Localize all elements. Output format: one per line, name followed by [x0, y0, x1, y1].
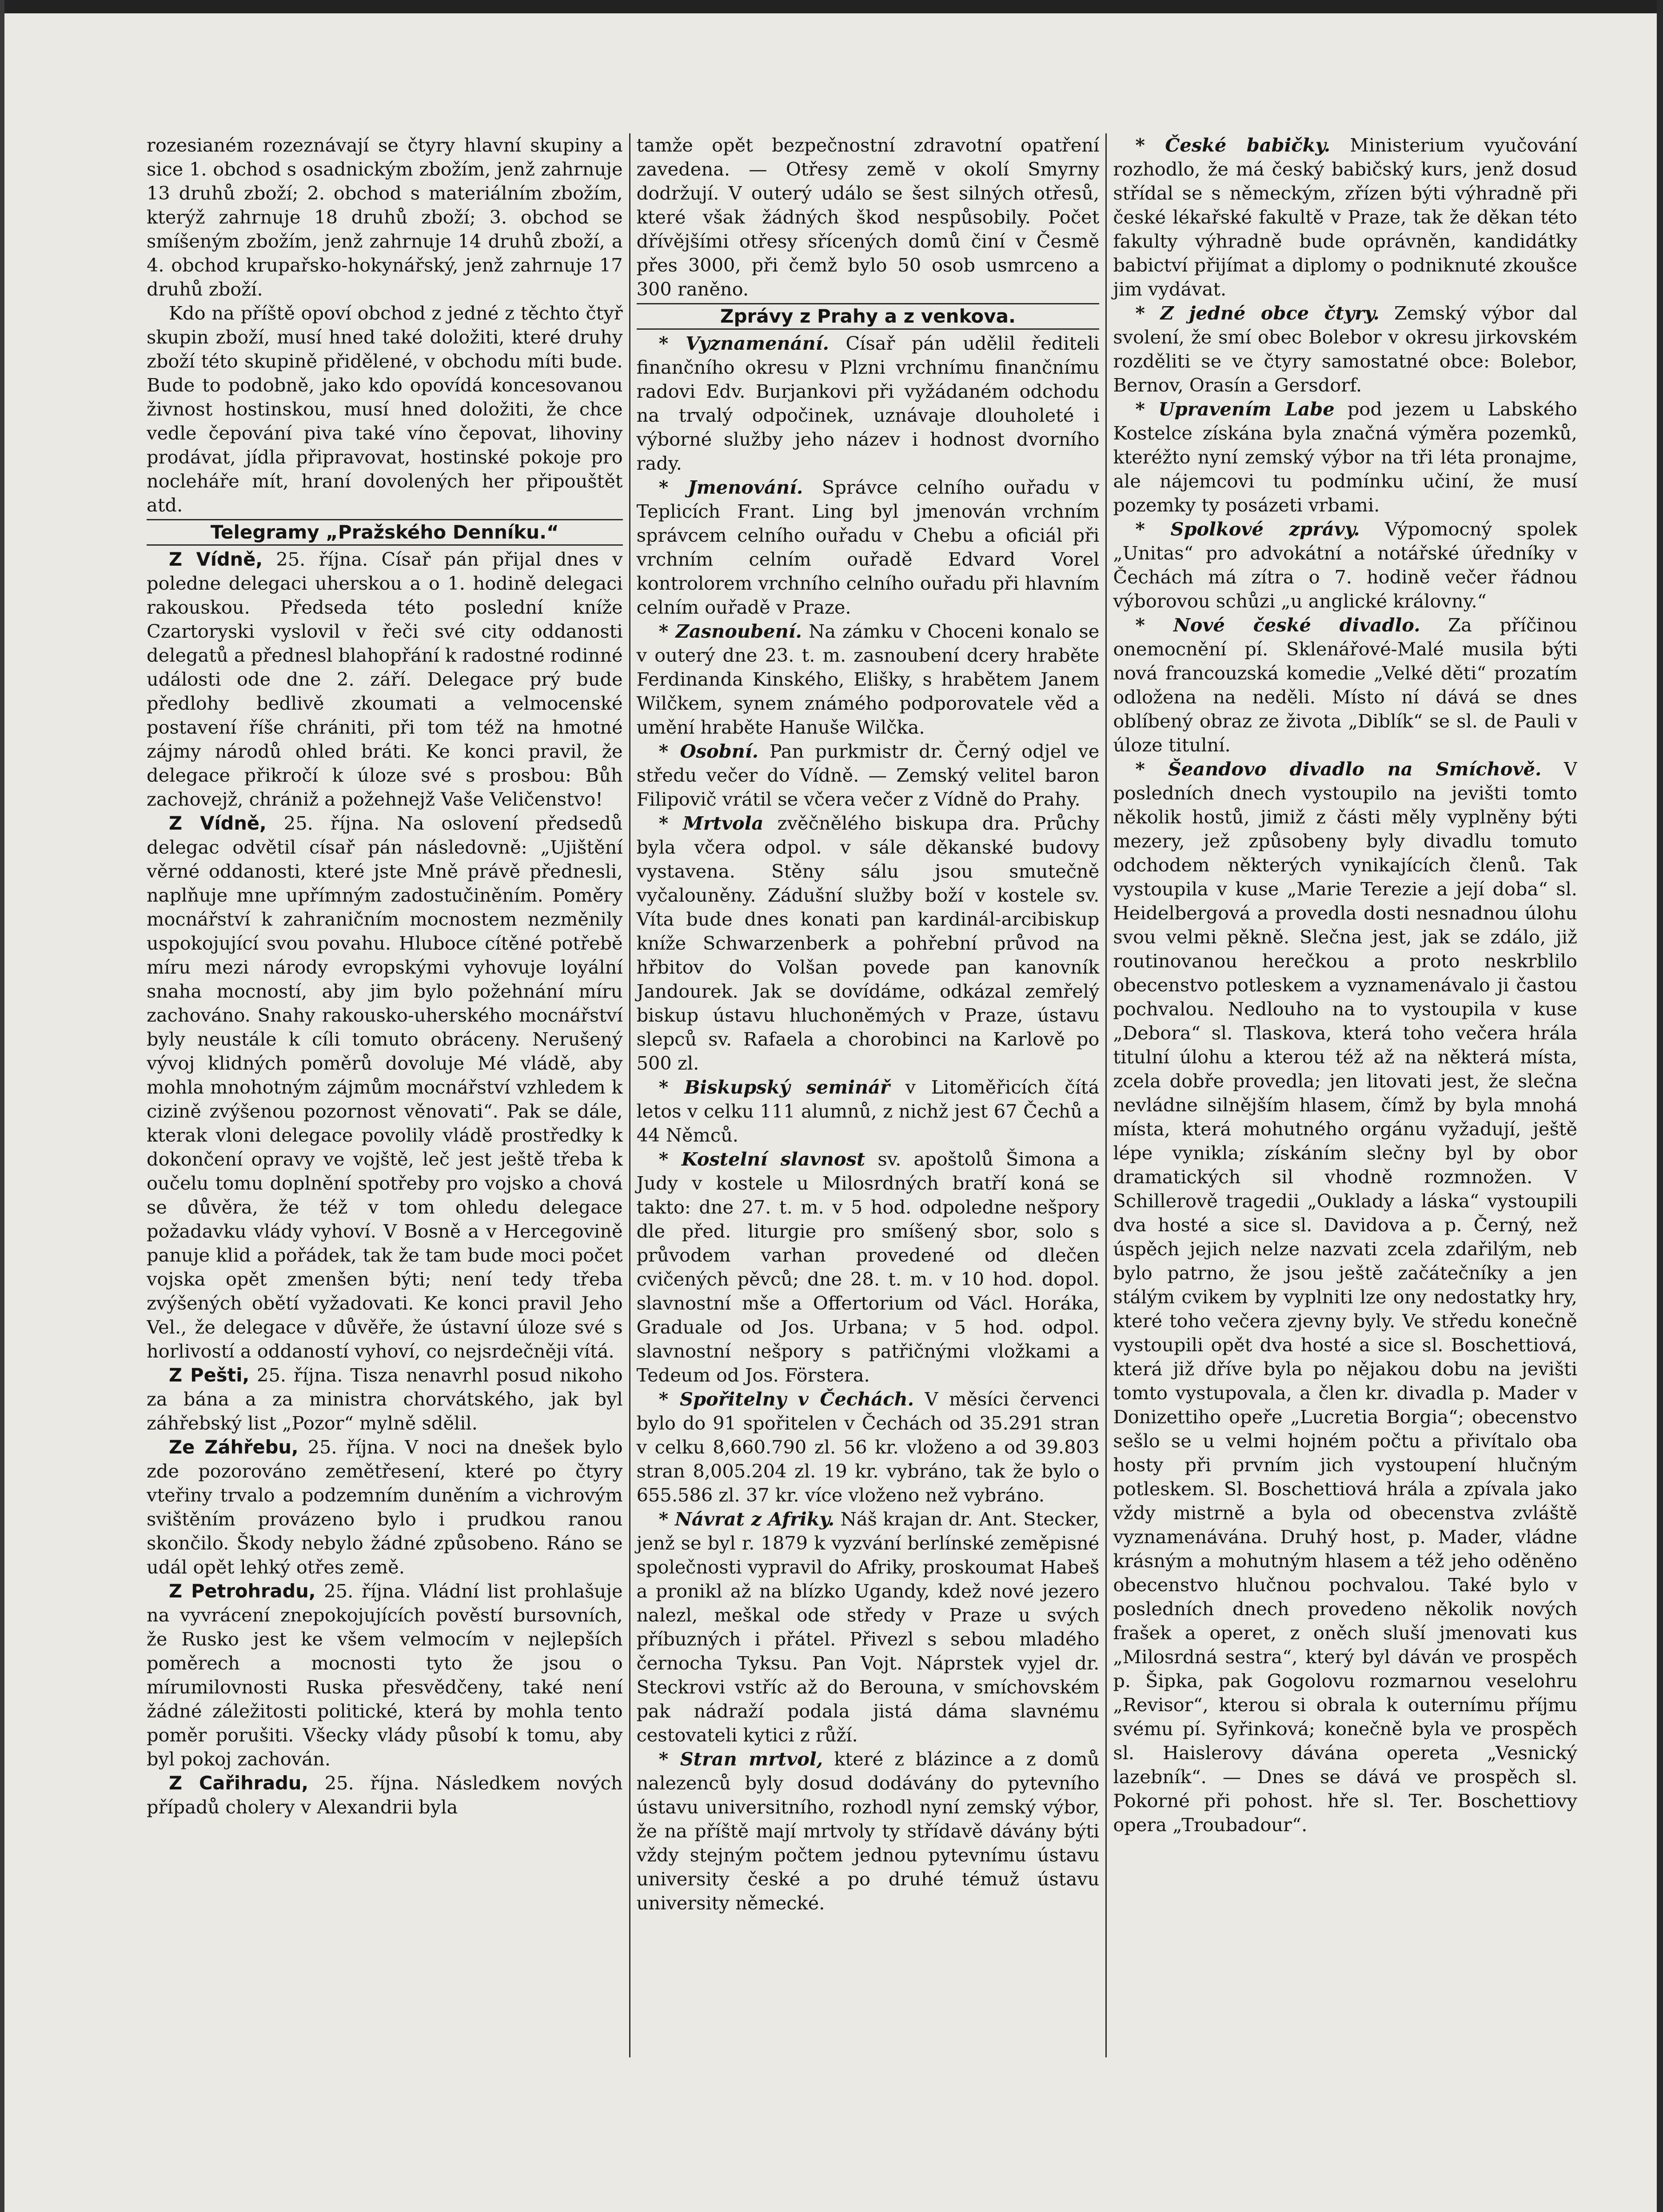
paragraph-text: 25. října. Vládní list prohlašuje na vyvrácení znepokojujících pověstí bursovních, že Rusko jest ke všem velmocím v nejlepších poměrech a mocnosti tyto že jsou o mírumilovnosti Ruska přesvědčeny, také není žádné záležitosti politické, která by mohla tento poměr porušiti. Všecky vlády působí k tomu, aby byl pokoj zachován.	[147, 1580, 623, 1770]
paragraph-text: V měsíci červenci bylo do 91 spořitelen v Čechách od 35.291 stran v celku 8,660.790 zl. 56 kr. vloženo a od 39.803 stran 8,005.204 zl. 19 kr. vybráno, tak že bylo o 655.586 zl. 37 kr. více vloženo než vybráno.	[636, 1388, 1100, 1506]
article-paragraph	[637, 1147, 1100, 1387]
article-paragraph	[147, 301, 623, 517]
article-paragraph	[1113, 133, 1577, 301]
paragraph-lead: * Spolkové zprávy.	[1135, 518, 1360, 540]
article-paragraph	[1113, 757, 1577, 1837]
article-paragraph	[637, 1747, 1100, 1915]
paragraph-lead: Z Vídně,	[169, 812, 267, 834]
paragraph-text: 25. října. Na oslovení předsedů delegac odvětil císař pán následovně: „Ujištění věrné oddanosti, které jste Mně právě přednesli, naplňuje mne upřímným zadostučiněním. Poměry mocnářství k zahraničním mocnostem nezměnily uspokojující svou povahu. Hluboce cítěné potřebě míru mezi národy evropskými vyhovuje loyální snaha mocností, aby jim bylo požehnání míru zachováno. Snahy rakousko-uherského mocnářství byly neustále k cíli tomuto obráceny. Nerušený vývoj klidných poměrů dovoluje Mé vládě, aby mohla mnohotným zájmům mocnářství vzhledem k cizině zvýšenou pozornost věnovati“. Pak se dále, kterak vloni delegace povolily vládě prostředky k dokončení opravy ve vojště, leč jest ještě třeba k oučelu tomu doplnění spotřeby pro vojsko a chová se důvěra, že též v tom ohledu delegace požadavku vlády vyhoví. V Bosně a v Hercegovině panuje klid a pořádek, tak že tam bude moci počet vojska opět zmenšen býti; není tedy třeba zvýšených obětí vyžadovati. Ke konci pravil Jeho Vel., že delegace v důvěře, že ústavní úloze své s horlivostí a oddaností vyhoví, co nejsrdečněji vítá.	[147, 812, 623, 1362]
paragraph-lead: * Jmenování.	[658, 476, 803, 498]
paragraph-text: Ministerium vyučování rozhodlo, že má český babičský kurs, jenž dosud střídal se s německým, zřízen býti výhradně při české lékařské fakultě v Praze, tak že děkan této fakulty výhradně bude oprávněn, kandidátky babictví přijímat a diplomy o podniknuté zkoušce jim vydávat.	[1113, 134, 1577, 300]
paragraph-lead: Z Cařihradu,	[169, 1772, 309, 1794]
paragraph-lead: * Mrtvola	[658, 812, 764, 834]
paragraph-text: V posledních dnech vystoupilo na jevišti tomto několik hostů, jimiž z části měly vyplněny býti mezery, jež způsobeny byly divadlu tomuto odchodem některých vynikajících členů. Tak vystoupila v kuse „Marie Terezie a její doba“ sl. Heidelbergová a provedla dosti nesnadnou úlohu svou velmi pěkně. Slečna jest, jak se zdálo, již routinovanou herečkou a proto neskrblilo obecenstvo potleskem a vyznamenávalo ji častou pochvalou. Nedlouho na to vystoupila v kuse „Debora“ sl. Tlaskova, která toho večera hrála titulní úlohu a kterou též až na některá místa, zcela dobře provedla; jen litovati jest, že slečna nevládne silnějším hlasem, čímž by byla mnohá místa, která mohutného orgánu vyžadují, ještě lépe vynikla; získáním slečny byl by obor dramatických sil vhodně rozmnožen. V Schillerově tragedii „Ouklady a láska“ vystoupili dva hosté a sice sl. Davidova a p. Černý, než úspěch jejich nelze nazvati zcela zdařilým, neb bylo patrno, že jsou ještě začátečníky a jen stálým cvikem by vyplniti lze ony nedostatky hry, které toho večera zjevny byly. Ve středu konečně vystoupili opět dva hosté a sice sl. Boschettiová, která již dříve byla po nějakou dobu na jevišti tomto vystupovala, a člen kr. divadla p. Mader v Donizettiho opeře „Lucretia Borgia“; obecenstvo sešlo se u velmi hojném počtu a přivítalo oba hosty při prvním jich vystoupení hlučným potleskem. Sl. Boschettiová hrála a zpívala jako vždy mistrně a byla od obecenstva zvláště vyznamenávána. Druhý host, p. Mader, vládne krásným a mohutným hlasem a též jeho oděněno obecenstvo hlučnou pochvalou. Také bylo v posledních dnech provedeno několik nových frašek a operet, z oněch sluší jmenovati kus „Milosrdná sestra“, který byl dáván ve prospěch p. Šipka, pak Gogolovu rozmarnou veselohru „Revisor“, kterou si obrala k outernímu příjmu svému pí. Syřinková; konečně byla ve prospěch sl. Haislerovy dávána opereta „Vesnický lazebník“. — Dnes se dává ve prospěch sl. Pokorné při pohost. hře sl. Ter. Boschettiovy opera „Troubadour“.	[1113, 758, 1577, 1836]
scan-border-right	[1657, 0, 1663, 2212]
paragraph-text: 25. října. V noci na dnešek bylo zde pozorováno zemětřesení, které po čtyry vteřiny trvalo a podzemním duněním a vichrovým svištěním provázeno bylo i prudkou ranou skončilo. Škody nebylo žádné způsobeno. Ráno se udál opět lehký otřes země.	[147, 1436, 623, 1578]
paragraph-text: Císař pán udělil řediteli finančního okresu v Plzni vrchnímu finančnímu radovi Edv. Burjankovi při vyžádaném odchodu na trvalý odpočinek, uznávaje dlouholeté i výborné služby jeho název i hodnost dvorního rady.	[636, 332, 1100, 474]
paragraph-lead: * Kostelní slavnost	[658, 1148, 865, 1170]
article-paragraph	[147, 1579, 623, 1771]
article-paragraph	[637, 1387, 1100, 1507]
paragraph-text: Výpomocný spolek „Unitas“ pro advokátní a notářské úředníky v Čechách má zítra o 7. hodině večer řádnou výborovou schůzi „u anglické královny.“	[1113, 518, 1577, 612]
article-paragraph	[147, 811, 623, 1363]
paragraph-text: zvěčnělého biskupa dra. Průchy byla včera odpol. v sále děkanské budovy vystavena. Stěny sálu jsou smutečně vyčalouněny. Zádušní služby boží v kostele sv. Víta bude dnes konati pan kardinál-arcibiskup kníže Schwarzenberk a pohřební průvod na hřbitov do Volšan povede pan kanovník Jandourek. Jak se dovídáme, odkázal zemřelý biskup ústavu hluchoněmých v Praze, ústavu slepců sv. Rafaela a chorobinci na Karlově po 500 zl.	[636, 812, 1100, 1074]
article-paragraph	[1113, 397, 1577, 517]
article-paragraph	[147, 547, 623, 811]
column-2	[629, 133, 1106, 2057]
paragraph-text: Kdo na příště opoví obchod z jedné z těchto čtyř skupin zboží, musí hned také doložiti, které druhy zboží této skupině přidělené, v obchodu míti bude. Bude to podobně, jako kdo opovídá koncesovanou živnost hostinskou, musí hned doložiti, že chce vedle čepování piva také víno čepovat, lihoviny prodávat, jídla připravovat, hostinské pokoje pro nocleháře mít, hraní dovolených her připouštět atd.	[147, 302, 623, 516]
article-paragraph	[637, 811, 1100, 1075]
article-paragraph	[637, 133, 1100, 301]
article-paragraph	[637, 739, 1100, 811]
paragraph-text: Náš krajan dr. Ant. Stecker, jenž se byl r. 1879 k vyzvání berlínské zeměpisné společnosti vypravil do Afriky, proskoumat Habeš a pronikl až na blízko Ugandy, kdež nové jezero nalezl, meškal ode středy v Praze u svých příbuzných i přátel. Přivezl s sebou mladého černocha Tyksu. Pan Vojt. Náprstek vyjel dr. Steckrovi vstříc až do Berouna, v smíchovském pak nádraží podala jistá dáma slavnému cestovateli kytici z růží.	[636, 1508, 1100, 1746]
article-paragraph	[637, 619, 1100, 739]
paragraph-text: rozesianém rozeznávají se čtyry hlavní skupiny a sice 1. obchod s osadnickým zbožím, jenž zahrnuje 13 druhů zboží; 2. obchod s materiálním zbožím, kterýž zahrnuje 18 druhů zboží; 3. obchod se smíšeným zbožím, jenž zahrnuje 14 druhů zboží, a 4. obchod krupařsko-hokynářský, jenž zahrnuje 17 druhů zboží.	[147, 134, 623, 300]
paragraph-lead: Z Petrohradu,	[169, 1580, 316, 1602]
paragraph-lead: * Nové české divadlo.	[1135, 614, 1420, 636]
article-paragraph	[1113, 301, 1577, 397]
paragraph-text: pod jezem u Labského Kostelce získána byla značná výměra pozemků, kteréžto nyní zemský výbor na tři léta pronajme, ale nájemcovi tu podmínku učiní, že musí pozemky ty posázeti vrbami.	[1113, 398, 1577, 516]
paragraph-lead: * Návrat z Afriky.	[658, 1508, 835, 1530]
article-paragraph	[637, 475, 1100, 619]
article-paragraph	[637, 1075, 1100, 1147]
article-paragraph	[637, 331, 1100, 475]
scan-border-top	[0, 0, 1663, 13]
article-paragraph	[637, 1507, 1100, 1747]
paragraph-lead: * Spořitelny v Čechách.	[658, 1388, 914, 1410]
paragraph-text: tamže opět bezpečnostní zdravotní opatření zavedena. — Otřesy země v okolí Smyrny dodržují. V outerý událo se šest silných otřesů, které však žádných škod nespůsobily. Počet dřívějšími otřesy sřícených domů činí v Česmě přes 3000, při čemž bylo 50 osob usmrceno a 300 raněno.	[636, 134, 1100, 300]
newspaper-page	[147, 133, 1577, 2057]
paragraph-lead: * Stran mrtvol,	[658, 1748, 823, 1770]
paragraph-text: které z blázince a z domů nalezenců byly dosud dodávány do pytevního ústavu universitního, rozhodl nyní zemský výbor, že na příště mají mrtvoly ty střídavě dávány býti vždy stejným počtem jednou pytevnímu ústavu university české a po druhé témuž ústavu university německé.	[636, 1748, 1100, 1914]
paragraph-lead: Ze Záhřebu,	[169, 1436, 299, 1458]
article-paragraph	[147, 1771, 623, 1819]
paragraph-text: Za příčinou onemocnění pí. Sklenářové-Malé musila býti nová francouzská komedie „Velké děti“ prozatím odložena na neděli. Místo ní dává se dnes oblíbený obraz ze života „Diblík“ se sl. de Pauli v úloze titulní.	[1113, 614, 1577, 756]
paragraph-lead: * Osobní.	[658, 740, 759, 762]
paragraph-lead: * Z jedné obce čtyry.	[1135, 302, 1380, 324]
paragraph-text: v Litoměřicích čítá letos v celku 111 alumnů, z nichž jest 67 Čechů a 44 Němců.	[636, 1076, 1100, 1146]
article-paragraph	[147, 133, 623, 301]
paragraph-lead: Z Vídně,	[169, 548, 263, 570]
paragraph-text: 25. října. Následkem nových případů cholery v Alexandrii byla	[147, 1772, 623, 1818]
paragraph-text: 25. října. Tisza nenavrhl posud nikoho za bána a za ministra chorvátského, jak byl záhřebský list „Pozor“ mylně sdělil.	[147, 1364, 623, 1434]
column-1	[147, 133, 629, 2057]
paragraph-lead: * České babičky.	[1135, 134, 1331, 156]
paragraph-text: sv. apoštolů Šimona a Judy v kostele u Milosrdných bratří koná se takto: dne 27. t. m. v 5 hod. odpoledne nešpory dle před. liturgie pro smíšený sbor, solo s průvodem varhan provedené od dlečen cvičených pěvců; dne 28. t. m. v 10 hod. dopol. slavnostní mše a Offertorium od Václ. Horáka, Graduale od Jos. Urbana; v 5 hod. odpol. slavnostní nešpory s patřičnými vložkami a Tedeum od Jos. Förstera.	[636, 1148, 1100, 1386]
scan-border-left	[0, 0, 4, 2212]
paragraph-text: Správce celního ouřadu v Teplicích Frant. Ling byl jmenován vrchním správcem celního ouřadu v Chebu a oficiál při vrchním celním ouřadě Edvard Vorel kontrolorem vrchního celního ouřadu při hlavním celním ouřadě v Praze.	[636, 476, 1100, 618]
paragraph-text: 25. října. Císař pán přijal dnes v poledne delegaci uherskou a o 1. hodině delegaci rakouskou. Předseda této poslední kníže Czartoryski vyslovil v řeči své city oddanosti delegatů a přednesl blahopřání k radostné rodinné události ode dne 2. září. Delegace prý bude předlohy bedlivě zkoumati a velmocenské postavení říše chrániti, při tom též na hmotné zájmy národů ohled bráti. Ke konci pravil, že delegace přikročí k úloze své s prosbou: Bůh zachovejž, chrániž a požehnejž Vaše Veličenstvo!	[147, 548, 623, 810]
section-heading: Telegramy „Pražského Denníku.“	[147, 519, 623, 546]
paragraph-lead: * Vyznamenání.	[658, 332, 830, 354]
column-3	[1105, 133, 1577, 2057]
article-paragraph	[147, 1435, 623, 1579]
paragraph-lead: * Upravením Labe	[1135, 398, 1335, 420]
article-paragraph	[1113, 613, 1577, 757]
paragraph-text: Na zámku v Choceni konalo se v outerý dne 23. t. m. zasnoubení dcery hraběte Ferdinanda Kinského, Elišky, s hrabětem Janem Wilčkem, synem známého podporovatele věd a umění hraběte Hanuše Wilčka.	[636, 620, 1100, 738]
paragraph-lead: * Šeandovo divadlo na Smíchově.	[1135, 758, 1542, 780]
paragraph-lead: Z Pešti,	[169, 1364, 250, 1386]
paragraph-lead: * Zasnoubení.	[658, 620, 802, 642]
article-paragraph	[147, 1363, 623, 1435]
paragraph-text: Pan purkmistr dr. Černý odjel ve středu večer do Vídně. — Zemský velitel baron Filipovič vrátil se včera večer z Vídně do Prahy.	[636, 740, 1100, 810]
paragraph-lead: * Biskupský seminář	[658, 1076, 890, 1098]
paragraph-text: Zemský výbor dal svolení, že smí obec Bolebor v okresu jirkovském rozděliti se ve čtyry samostatné obce: Bolebor, Bernov, Orasín a Gersdorf.	[1113, 302, 1577, 396]
article-paragraph	[1113, 517, 1577, 613]
section-heading: Zprávy z Prahy a z venkova.	[637, 303, 1100, 330]
